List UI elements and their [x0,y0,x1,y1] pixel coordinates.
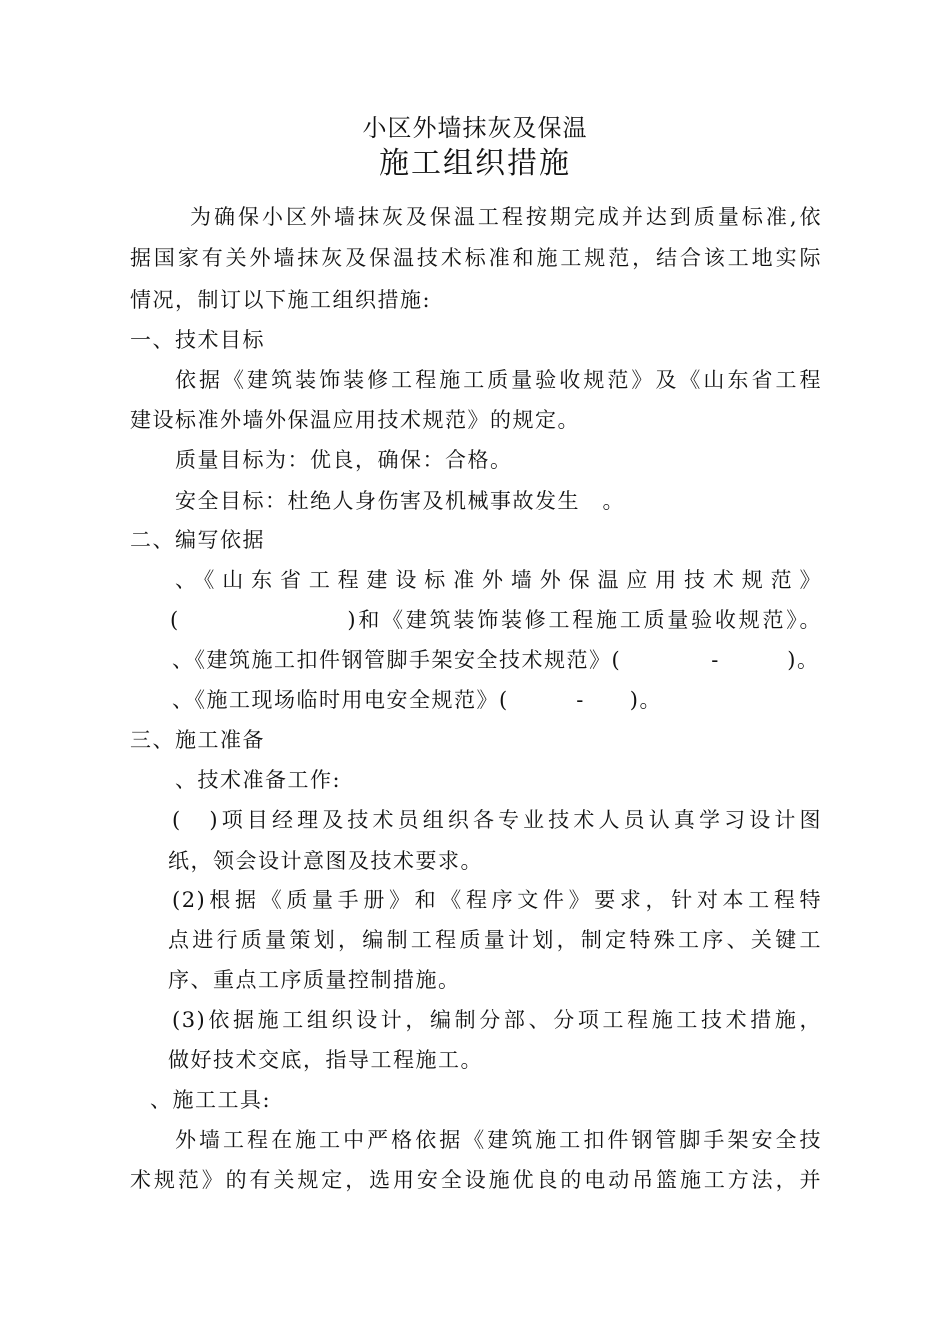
section-2-heading: 二、编写依据 [130,528,265,552]
title-line-1: 小区外墙抹灰及保温 [362,114,588,142]
intro-line-1: 为确保小区外墙抹灰及保温工程按期完成并达到质量标准,依 [190,205,822,229]
section-3-sub-1: 、技术准备工作: [175,768,342,792]
section-3-item-2-line-3: 序、重点工序质量控制措施。 [168,968,461,992]
section-3-item-2-line-2: 点进行质量策划，编制工程质量计划，制定特殊工序、关键工 [168,928,822,952]
section-1-quality-goal: 质量目标为：优良，确保：合格。 [175,448,513,472]
section-3-tools-line-1: 外墙工程在施工中严格依据《建筑施工扣件钢管脚手架安全技 [175,1128,822,1152]
section-1-safety-goal: 安全目标：杜绝人身伤害及机械事故发生 。 [175,489,625,513]
section-2-line-4: 、《施工现场临时用电安全规范》( - )。 [172,688,662,712]
section-2-line-1: 、《山东省工程建设标准外墙外保温应用技术规范》 [175,568,822,592]
section-3-item-2-line-1: (2)根据《质量手册》和《程序文件》要求，针对本工程特 [172,888,822,912]
section-3-item-1-line-1: ( )项目经理及技术员组织各专业技术人员认真学习设计图 [172,808,822,832]
section-1-line-1: 依据《建筑装饰装修工程施工质量验收规范》及《山东省工程 [175,368,822,392]
intro-line-3: 情况，制订以下施工组织措施: [130,288,432,312]
section-1-line-2: 建设标准外墙外保温应用技术规范》的规定。 [130,408,580,432]
section-3-item-3-line-1: (3)依据施工组织设计，编制分部、分项工程施工技术措施， [172,1008,822,1032]
intro-line-2: 据国家有关外墙抹灰及保温技术标准和施工规范，结合该工地实际 [130,246,822,270]
section-1-heading: 一、技术目标 [130,328,265,352]
section-2-line-3: 、《建筑施工扣件钢管脚手架安全技术规范》( - )。 [172,648,820,672]
section-3-item-1-line-2: 纸，领会设计意图及技术要求。 [168,849,483,873]
title-line-2: 施工组织措施 [379,146,571,181]
section-3-item-3-line-2: 做好技术交底，指导工程施工。 [168,1048,483,1072]
section-3-sub-2: 、施工工具: [150,1088,272,1112]
section-3-heading: 三、施工准备 [130,728,265,752]
section-2-line-2: ( )和《建筑装饰装修工程施工质量验收规范》。 [170,608,822,632]
section-3-tools-line-2: 术规范》的有关规定，选用安全设施优良的电动吊篮施工方法，并 [130,1168,822,1192]
